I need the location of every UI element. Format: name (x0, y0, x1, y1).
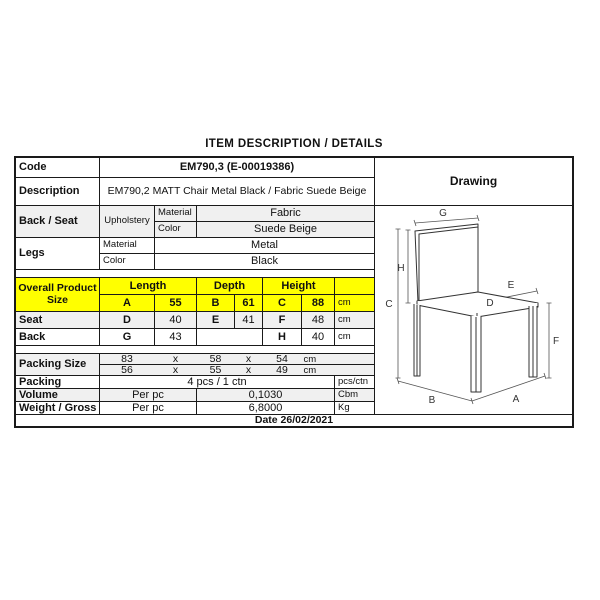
seat-depth-value: 41 (235, 312, 263, 329)
drawing-header: Drawing (375, 158, 572, 206)
seat-height-value: 48 (302, 312, 335, 329)
spacer-row (16, 270, 375, 278)
overall-depth-key: B (197, 295, 235, 312)
packing-size-1-v1: 83 (121, 354, 133, 365)
overall-depth-value: 61 (235, 295, 263, 312)
dim-label-d: D (486, 298, 494, 309)
overall-height-value: 88 (302, 295, 335, 312)
upholstery-label: Upholstery (100, 206, 155, 238)
unit-header-blank (335, 278, 375, 295)
packing-size-1-unit: cm (303, 354, 317, 365)
seat-length-key: D (100, 312, 155, 329)
packing-size-row-1 (100, 354, 375, 365)
dim-label-b: B (428, 395, 436, 406)
volume-label: Volume (16, 389, 100, 402)
times-separator: x (172, 365, 179, 376)
packing-size-1-v3: 54 (276, 354, 288, 365)
depth-header: Depth (197, 278, 263, 295)
height-header: Height (263, 278, 335, 295)
volume-basis: Per pc (100, 389, 197, 402)
back-depth-blank (197, 329, 263, 346)
back-height-value: 40 (302, 329, 335, 346)
back-label: Back (16, 329, 100, 346)
seat-depth-key: E (197, 312, 235, 329)
packing-size-1-v2: 58 (209, 354, 222, 365)
page-title: ITEM DESCRIPTION / DETAILS (205, 138, 383, 150)
packing-size-2-unit: cm (303, 365, 317, 376)
seat-length-value: 40 (155, 312, 197, 329)
legs-material-key: Material (100, 238, 155, 254)
overall-height-key: C (263, 295, 302, 312)
code-label: Code (16, 158, 100, 178)
back-length-value: 43 (155, 329, 197, 346)
back-height-key: H (263, 329, 302, 346)
dim-label-e: E (507, 280, 515, 291)
packing-size-2-v3: 49 (276, 365, 288, 376)
overall-size-label: Overall Product Size (16, 278, 100, 312)
packing-size-label: Packing Size (16, 354, 100, 376)
dim-label-f: F (552, 336, 560, 347)
dim-label-a: A (512, 394, 520, 405)
volume-unit: Cbm (335, 389, 375, 402)
weight-unit: Kg (335, 402, 375, 415)
weight-value: 6,8000 (197, 402, 335, 415)
back-seat-color-value: Suede Beige (197, 222, 375, 238)
times-separator: x (172, 354, 179, 365)
weight-label: Weight / Gross (16, 402, 100, 415)
back-unit: cm (335, 329, 375, 346)
spacer-row (16, 346, 375, 354)
back-seat-material-key: Material (155, 206, 197, 222)
seat-label: Seat (16, 312, 100, 329)
spec-table (14, 156, 574, 428)
length-header: Length (100, 278, 197, 295)
dim-label-g: G (439, 208, 447, 219)
code-value: EM790,3 (E-00019386) (100, 158, 375, 178)
dim-label-h: H (397, 263, 405, 274)
drawing-cell (375, 206, 572, 415)
overall-unit: cm (335, 295, 375, 312)
packing-label: Packing (16, 376, 100, 389)
date-row: Date 26/02/2021 (16, 415, 572, 426)
seat-height-key: F (263, 312, 302, 329)
packing-unit: pcs/ctn (335, 376, 375, 389)
legs-color-value: Black (155, 254, 375, 270)
back-length-key: G (100, 329, 155, 346)
back-seat-material-value: Fabric (197, 206, 375, 222)
overall-length-key: A (100, 295, 155, 312)
packing-size-row-2 (100, 365, 375, 376)
legs-label: Legs (16, 238, 100, 270)
times-separator: x (245, 365, 252, 376)
overall-length-value: 55 (155, 295, 197, 312)
seat-unit: cm (335, 312, 375, 329)
chair-drawing (375, 206, 571, 413)
legs-material-value: Metal (155, 238, 375, 254)
packing-size-2-v1: 56 (121, 365, 133, 376)
volume-value: 0,1030 (197, 389, 335, 402)
legs-color-key: Color (100, 254, 155, 270)
dim-label-c: C (385, 299, 393, 310)
weight-basis: Per pc (100, 402, 197, 415)
packing-size-2-v2: 55 (209, 365, 222, 376)
description-label: Description (16, 178, 100, 206)
packing-value: 4 pcs / 1 ctn (100, 376, 335, 389)
back-seat-color-key: Color (155, 222, 197, 238)
times-separator: x (245, 354, 252, 365)
back-seat-label: Back / Seat (16, 206, 100, 238)
description-value: EM790,2 MATT Chair Metal Black / Fabric Suede Beige (100, 178, 375, 206)
